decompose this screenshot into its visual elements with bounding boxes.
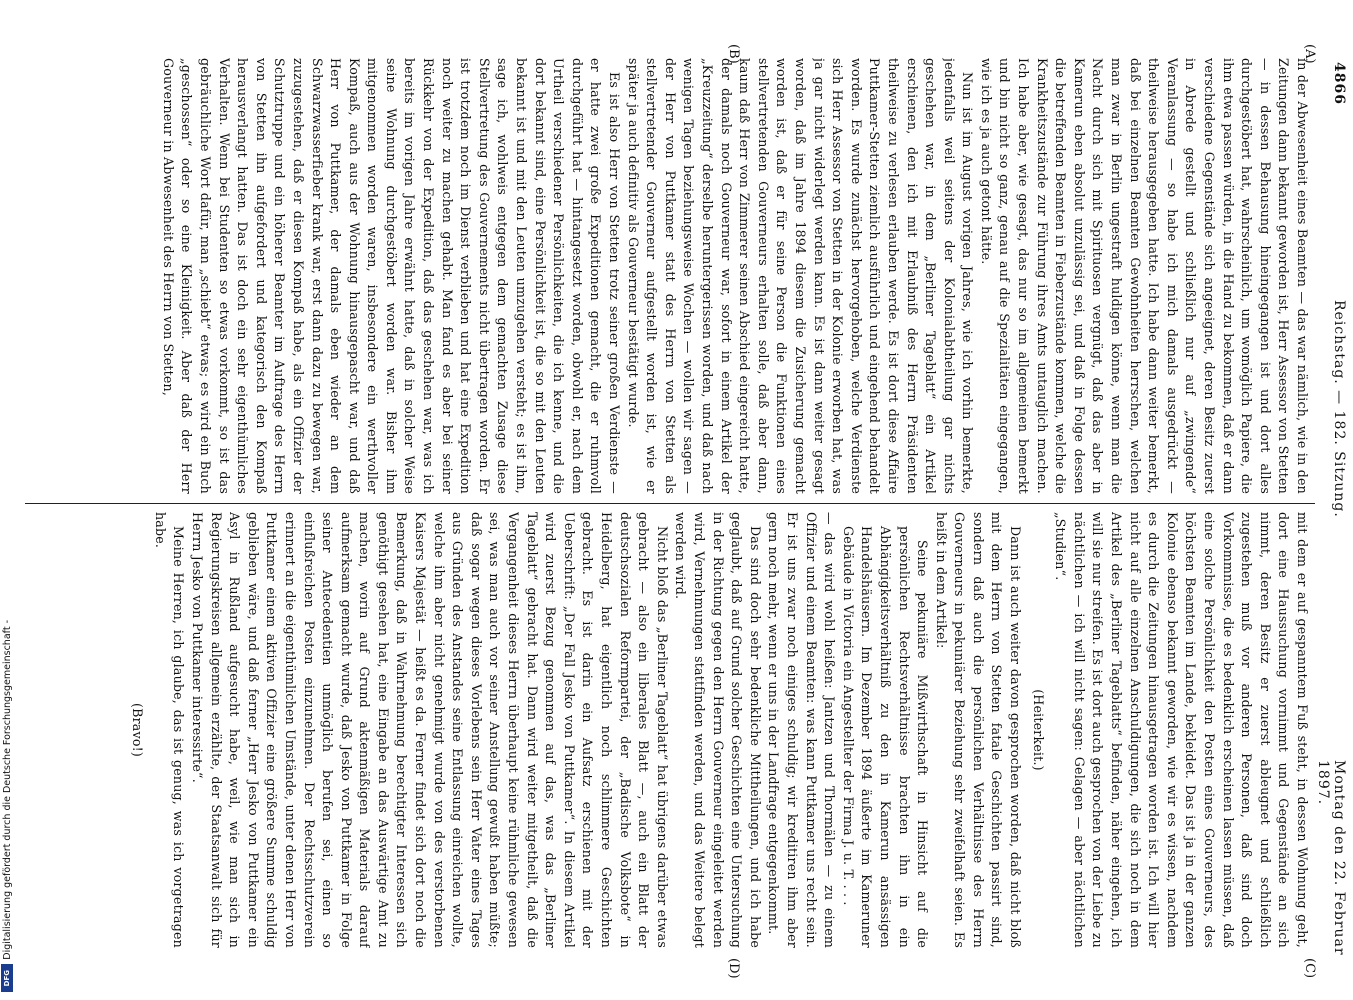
paragraph: in der Abwesenheit eines Beamten — das war nämlich, wie in den Zeitungen dann bekannt geworden ist, Herr Assessor von Stetten — in dessen Behausung hineingegangen ist und dort alles durchgestöbert hat, wahrscheinlich, um womöglich Papiere, die ihm etwa passen würden, in die Hand zu bekommen, daß er dann verschiedene Gegenstände sich angeeignet, deren Besitz zuerst in Abrede gestellt und schließlich nur auf „zwingende“ Veranlassung — so habe ich mich damals ausgedrückt — theilweise herausgegeben hatte. Ich habe dann weiter bemerkt, daß bei einzelnen Beamten Gewohnheiten herrschen, welchen man zwar in Berlin ungestraft huldigen könne, wenn man die Nacht durch sich mit Spirituosen vergnügt, daß das aber in Kamerun eben absolut unzulässig sei, und daß in Folge dessen die betreffenden Beamten in Fieberzustände kommen, welche die Krankheitszustände zur Führung ihres Amts untauglich machen. Ich habe aber, wie gesagt, das nur so im allgemeinen bemerkt und bin nicht so ganz, genau auf die Spezialitäten eingegangen, wie ich es ja auch getont hätte. (978, 58, 1310, 494)
paragraph: Es ist also Herr von Stetten trotz seiner großen Verdienste — er hatte zwei große Expeditionen gemacht, die er ruhmvoll durchgeführt hat — hintangesetzt worden, obwohl er, nach dem Urtheil verschiedener Persönlichkeiten, die ich kenne, und die dort bekannt sind, eine Persönlichkeit ist, die so mit den Leuten bekannt ist und mit den Leuten umzugehen versteht; es ist ihm, sage ich, wohlweis entgegen dem gemachten Zusage diese Stellvertretung des Gouvernements nicht übertragen worden. Er ist trotzdem noch im Dienst verblieben und hat eine Expedition noch weiter zu machen gehabt. Man fand es aber bei seiner Rückkehr von der Expedition, daß das geschehen war, was ich bereits im vorigen Jahre erwähnt hatte, daß in solcher Weise seine Wohnung durchgestöbert worden war. Bisher ihm mitgenommen worden waren, insbesondere ein werthvoller Kompaß, auch aus der Wohnung hinausgepascht war, und daß Herr von Puttkamer, der damals eben wieder an dem Schwarzwasserfieber krank war, erst dann dazu zu bewegen war, zuzugestehen, daß er diesen Kompaß habe, als ein Offizier der Schutztruppe und ein höherer Beamter im Auftrage des Herrn von Stetten ihn aufgefordert und kategorisch den Kompaß herausverlangt hatten. Das ist doch ein sehr eigenthümliches Verhalten. Wenn bei Studenten so etwas vorkommt, so ist das gebräuchliche Wort dafür, man „schiebt“ etwas; es wird ein Buch „geschossen“ oder so eine Kleinigkeit. Aber daß der Herr Gouverneur in Abwesenheit des Herrn von Stetten, (160, 58, 623, 494)
paragraph: Das sind doch sehr bedenkliche Mittheilungen, und ich habe geglaubt, daß auf Grund solcher Geschichten eine Untersuchung in der Richtung gegen den Herrn Gouverneur eingeleitet werden wird, Vernehmungen stattfinden werden, und das Weitere belegt werden wird. (673, 512, 763, 948)
left-column (41, 58, 1311, 494)
right-column (41, 512, 1311, 948)
page-header (1315, 0, 1353, 1000)
paragraph: Dann ist auch weiter davon gesprochen worden, daß nicht bloß mit dem Herrn von Stetten fatale Geschichten passirt sind, sondern daß auch die persönlichen Verhältnisse des Herrn Gouverneurs in pekuniärer Beziehung sehr zweifelhaft seien. Es heißt in dem Artikel: (933, 512, 1024, 948)
paragraph: Nicht bloß das „Berliner Tageblatt“ hat übrigens darüber etwas gebracht — also ein liberales Blatt —, auch ein Blatt der deutschsozialen Reformpartei, der „Badische Volksbote“ in Heidelberg, hat eigentlich noch schlimmere Geschichten gebracht. Es ist darin ein Aufsatz erschienen mit der Ueberschrift: „Der Fall Jesko von Puttkamer“. In diesem Artikel wird zuerst Bezug genommen auf das, was das „Berliner Tageblatt“ gebracht hat. Dann wird weiter mitgetheilt, daß die Vergangenheit dieses Herrn überhaupt keine rühmliche gewesen sei, was man auch vor seiner Anstellung gewußt haben müßte; daß sogar wegen dieses Vorlebens sein Herr Vater eines Tages aus Gründen des Anstandes seine Entlassung einreichen wollte, welche ihm aber nicht genehmigt wurde von des verstorbenen Kaisers Majestät — heißt es da. Ferner findet sich dort noch die Bemerkung, daß in Wahrnehmung berechtigter Interessen sich genöthigt gesehen hat, eine Eingabe an das Auswärtige Amt zu machen, worin auf Grund aktenmäßigen Materials darauf aufmerksam gemacht wurde, daß Jesko von Puttkamer in Folge seiner Antecedentien unmöglich berufen sei, einen so einflußreichen Posten einzunehmen. Der Rechtsschutzverein erinnert an die eigenthümlichen Umstände, unter denen Herr von Puttkamer einem aktiven Offizier eine größere Summe schuldig geblieben wäre, und daß ferner „Herr Jesko von Puttkamer ein Asyl in Rußland aufgesucht habe, weil, wie man sich in Regierungskreisen allgemein erzählte, der Staatsanwalt sich für Herrn Jesko von Puttkamer interessirte“. (189, 512, 670, 948)
quotation: Seine pekuniäre Mißwirthschaft in Hinsicht auf die persönlichen Rechtsverhältnisse brachten ihn in ein Abhängigkeitsverhältniß zu den in Kamerun ansässigen Handelshäusern. Im Dezember 1894 äußerte im Kameruner Gebäude in Victoria ein Angestellter der Firma J. u. T. . . . (840, 526, 931, 948)
paragraph: mit dem er auf gespanntem Fuß steht, in dessen Wohnung geht, dort eine Haussuchung vornimmt und Gegenstände an sich nimmt, deren Besitz er zuerst ableugnet und schließlich zugestehen muß vor anderen Personen, daß sind doch Vorkommnisse, die es bedenklich erscheinen lassen müssen, daß eine solche Persönlichkeit den Posten eines Gouverneurs, des höchsten Beamten im Lande, bekleidet. Das ist ja in der ganzen Kolonie ebenso bekannt geworden, wie wir es wissen, nachdem es durch die Zeitungen hinausgetragen worden ist. Ich will hier nicht auf alle einzelnen Anschuldigungen, die sich noch in dem Artikel des „Berliner Tageblatts“ befinden, näher eingehen, ich will sie nur streifen. Es ist dort auch gesprochen von der Liebe zu nächtlichen — ich will nicht sagen: Gelagen — aber nächtlichen „Studien“. (1053, 512, 1310, 948)
interjection: (Heiterkeit.) (1030, 689, 1046, 771)
margin-mark-a: (A) (1302, 44, 1317, 64)
paragraph: — das wird wohl heißen: Jantzen und Thormälen — zu einem Offizier und einem Beamten: was kann Puttkamer uns recht sein. Er ist uns zwar noch einiges schuldig; wir kreditiren ihm aber gern noch mehr, wenn er uns in der Landfrage entgegenkommt. (766, 512, 838, 948)
page-number: 4866 (1331, 62, 1347, 105)
margin-mark-b: (B) (726, 44, 741, 64)
margin-mark-d: (D) (726, 958, 741, 979)
credit-text: Digitalisierung gefördert durch die Deutsche Forschungsgemeinschaft - (2, 620, 13, 960)
margin-mark-c: (C) (1302, 958, 1317, 979)
digitization-credit (0, 0, 14, 1000)
dfg-logo-text: DFG (3, 969, 11, 987)
session-title: Reichstag. — 182. Sitzung. (1331, 300, 1347, 518)
dfg-logo (1, 964, 13, 992)
paragraph: Nun ist im August vorigen Jahres, wie ich vorhin bemerkte, jedenfalls weil seitens der Kolonialabtheilung gar nichts geschehen war, in dem „Berliner Tageblatt“ ein Artikel erschienen, den ich mit Erlaubniß des Herrn Präsidenten theilweise zu verlesen erlauben werde. Es ist dort diese Affaire Puttkamer-Stetten ziemlich ausführlich und eingehend behandelt worden. Es wurde zunächst hervorgehoben, welche Verdienste sich Herr Assessor von Stetten in der Kolonie erworben hat, was ja gar nicht widerlegt werden kann. Es ist dann weiter gesagt worden, daß im Jahre 1894 diesem die Zusicherung gemacht worden ist, daß er für seine Person die Funktionen eines stellvertretenden Gouverneurs erhalten solle, daß aber dann, kaum daß Herr von Zimmerer seinen Abschied eingereicht hatte, der damals noch Gouverneur war, sofort in einem Artikel der „Kreuzzeitung“ derselbe heruntergerissen worden, und daß nach wenigen Tagen beziehungsweise Wochen — wollen wir sagen — der Herr von Puttkamer statt des Herrn von Stetten als stellvertretender Gouverneur aufgestellt worden ist, wie er später ja auch definitiv als Gouverneur bestätigt wurde. (625, 58, 976, 494)
column-divider (25, 503, 1315, 504)
interjection: (Bravo!) (130, 703, 146, 757)
session-date: Montag den 22. Februar 1897. (1315, 760, 1347, 956)
paragraph: Meine Herren, ich glaube, das ist genug, was ich vorgetragen habe. (152, 512, 187, 948)
